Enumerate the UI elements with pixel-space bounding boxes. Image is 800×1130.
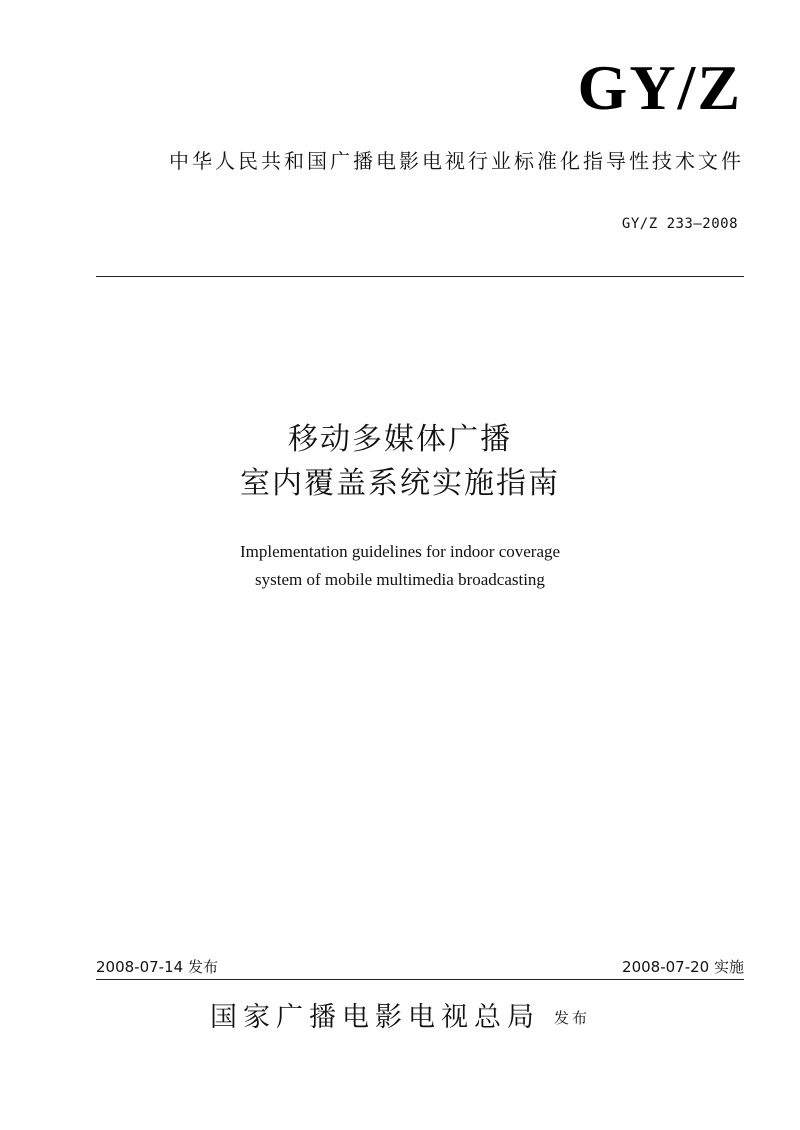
date-row: [96, 956, 744, 980]
english-title-line-1: Implementation guidelines for indoor coverage: [239, 542, 561, 561]
header-divider: [96, 276, 744, 277]
standard-logo: GY/Z: [577, 52, 742, 123]
chinese-title-line-2: 室内覆盖系统实施指南: [240, 466, 560, 501]
document-number: GY/Z 233—2008: [621, 216, 738, 232]
english-title-line-2: system of mobile multimedia broadcasting: [255, 570, 545, 589]
issuer-name: 国家广播电影电视总局: [209, 1002, 540, 1033]
chinese-title-line-1: 移动多媒体广播: [288, 422, 512, 457]
footer-divider: [96, 979, 744, 980]
english-title: [0, 538, 800, 594]
issuer: [0, 998, 800, 1038]
issuer-suffix: 发布: [553, 1009, 590, 1027]
implementation-date: 2008-07-20 实施: [622, 958, 744, 976]
document-category: 中华人民共和国广播电影电视行业标准化指导性技术文件: [169, 149, 744, 173]
chinese-title: [0, 418, 800, 506]
publication-date: 2008-07-14 发布: [96, 958, 218, 976]
